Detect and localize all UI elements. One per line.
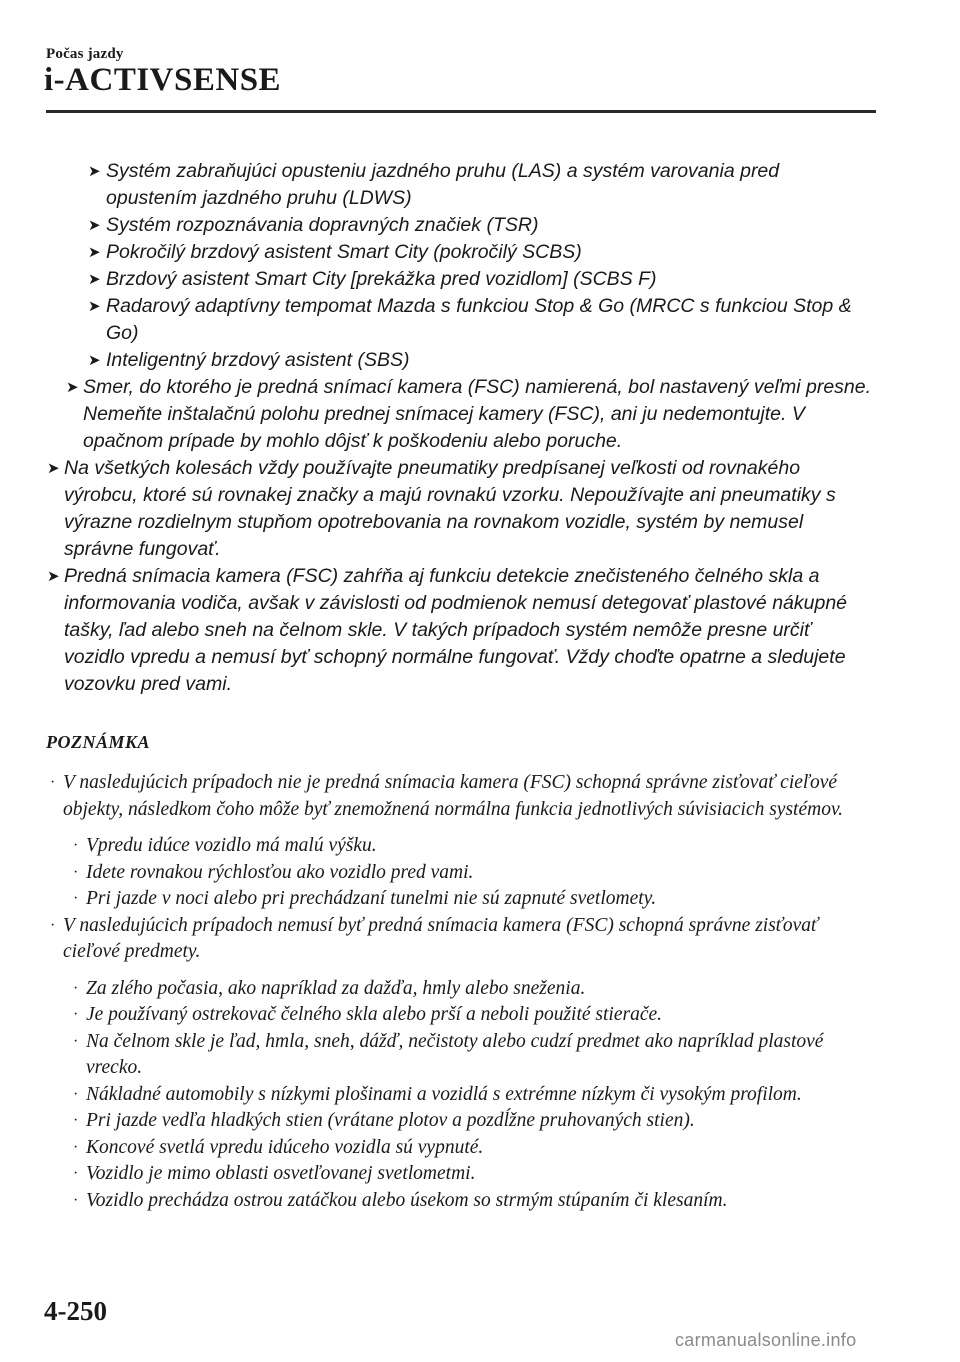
note-item: [73, 1161, 866, 1188]
warning-text: Systém rozpoznávania dopravných značiek (TSR): [106, 214, 539, 236]
dot-bullet-icon: ·: [73, 890, 79, 907]
warning-text: Radarový adaptívny tempomat Mazda s funkciou Stop & Go (MRCC s funkciou Stop & Go): [106, 295, 852, 344]
warning-text: Predná snímacia kamera (FSC) zahŕňa aj funkciu detekcie znečisteného čelného skla a informovania vodiča, avšak v závislosti od podmienok nemusí detegovať plastové nákupné tašky, ľad alebo sneh na čelnom skle. V takých prípadoch systém nemôže presne určiť vozidlo vpredu a nemusí byť schopný normálne fungovať. Vždy choďte opatrne a sledujete vozovku pred vami.: [64, 565, 848, 695]
page-title: i-ACTIVSENSE: [44, 62, 282, 98]
dot-bullet-icon: ·: [73, 1138, 79, 1156]
note-heading: POZNÁMKA: [46, 732, 151, 752]
warning-text: Smer, do ktorého je predná snímací kamera (FSC) namierená, bol nastavený veľmi presne. Nemeňte inštalačnú polohu prednej snímacej kamery (FSC), ani ju nedemontujte. V opačnom prípade by mohlo dôjsť k poškodeniu alebo poruche.: [83, 376, 872, 452]
note-item: [73, 1002, 866, 1029]
note-item: [73, 1082, 866, 1109]
warning-item: [88, 158, 866, 212]
dot-bullet-icon: ·: [50, 774, 56, 791]
dot-bullet-icon: ·: [73, 1085, 79, 1103]
section-label: Počas jazdy: [46, 46, 124, 62]
note-text: Vpredu idúce vozidlo má malú výšku.: [86, 835, 377, 856]
warning-item: [66, 374, 873, 455]
arrow-bullet-icon: ➤: [47, 460, 60, 477]
arrow-bullet-icon: ➤: [88, 163, 101, 180]
note-item: [50, 913, 863, 966]
warning-item: [88, 347, 866, 374]
dot-bullet-icon: ·: [73, 979, 79, 997]
title-divider: [46, 110, 876, 113]
note-item: [73, 1188, 866, 1215]
dot-bullet-icon: ·: [73, 1165, 79, 1182]
note-text: Nákladné automobily s nízkymi plošinami a vozidlá s extrémne nízkym či vysokým profilom.: [86, 1083, 802, 1105]
note-text: Pri jazde v noci alebo pri prechádzaní tunelmi nie sú zapnuté svetlomety.: [86, 888, 657, 909]
arrow-bullet-icon: ➤: [47, 568, 60, 585]
arrow-bullet-icon: ➤: [88, 244, 101, 261]
note-text: Na čelnom skle je ľad, hmla, sneh, dážď, nečistoty alebo cudzí predmet ako napríklad plastové vrecko.: [86, 1030, 824, 1078]
note-text: Pri jazde vedľa hladkých stien (vrátane plotov a pozdĺžne pruhovaných stien).: [86, 1110, 695, 1131]
dot-bullet-icon: ·: [73, 1032, 79, 1050]
note-item: [73, 1108, 866, 1135]
note-text: Vozidlo prechádza ostrou zatáčkou alebo úsekom so strmým stúpaním či klesaním.: [86, 1189, 728, 1211]
arrow-bullet-icon: ➤: [88, 217, 101, 234]
note-text: Je používaný ostrekovač čelného skla alebo prší a neboli použité stierače.: [86, 1004, 663, 1025]
warning-item: [88, 293, 866, 347]
note-text: Vozidlo je mimo oblasti osvetľovanej svetlometmi.: [86, 1163, 476, 1184]
page-number: 4-250: [44, 1296, 107, 1326]
note-list: [0, 770, 960, 1214]
watermark-link[interactable]: carmanualsonline.info: [675, 1330, 857, 1350]
note-item: [50, 770, 863, 823]
note-text: V nasledujúcich prípadoch nie je predná snímacia kamera (FSC) schopná správne zisťovať cieľové objekty, následkom čoho môže byť znemožnená normálna funkcia jednotlivých súvisiacich systémov.: [63, 772, 844, 820]
note-text: Idete rovnakou rýchlosťou ako vozidlo pred vami.: [86, 861, 474, 883]
arrow-bullet-icon: ➤: [88, 298, 101, 315]
dot-bullet-icon: ·: [73, 1006, 79, 1023]
warning-text: Systém zabraňujúci opusteniu jazdného pruhu (LAS) a systém varovania pred opustením jazdného pruhu (LDWS): [106, 160, 780, 209]
warning-list: [0, 158, 960, 698]
warning-text: Na všetkých kolesách vždy používajte pneumatiky predpísanej veľkosti od rovnakého výrobcu, ktoré sú rovnakej značky a majú rovnakú vzorku. Nepoužívajte ani pneumatiky s výrazne rozdielnym stupňom opotrebovania na rovnakom vozidle, systém by nemusel správne fungovať.: [64, 457, 836, 560]
dot-bullet-icon: ·: [50, 916, 56, 934]
arrow-bullet-icon: ➤: [88, 271, 101, 288]
warning-item: [88, 266, 866, 293]
note-item: [73, 833, 866, 860]
dot-bullet-icon: ·: [73, 1112, 79, 1129]
note-text: V nasledujúcich prípadoch nemusí byť predná snímacia kamera (FSC) schopná správne zisťovať cieľové predmety.: [63, 914, 819, 962]
note-text: Za zlého počasia, ako napríklad za dažďa, hmly alebo sneženia.: [86, 977, 586, 999]
warning-item: [47, 563, 864, 698]
warning-item: [88, 239, 866, 266]
warning-item: [88, 212, 866, 239]
note-item: [73, 886, 866, 913]
warning-item: [47, 455, 864, 563]
note-text: Koncové svetlá vpredu idúceho vozidla sú vypnuté.: [86, 1136, 484, 1158]
note-item: [73, 860, 866, 887]
note-item: [73, 1135, 866, 1162]
dot-bullet-icon: ·: [73, 1191, 79, 1209]
dot-bullet-icon: ·: [73, 863, 79, 881]
note-item: [73, 976, 866, 1003]
note-item: [73, 1029, 866, 1082]
arrow-bullet-icon: ➤: [66, 379, 79, 396]
warning-text: Pokročilý brzdový asistent Smart City (pokročilý SCBS): [106, 241, 582, 263]
warning-text: Inteligentný brzdový asistent (SBS): [106, 349, 410, 371]
dot-bullet-icon: ·: [73, 837, 79, 854]
arrow-bullet-icon: ➤: [88, 352, 101, 369]
warning-text: Brzdový asistent Smart City [prekážka pred vozidlom] (SCBS F): [106, 268, 657, 290]
